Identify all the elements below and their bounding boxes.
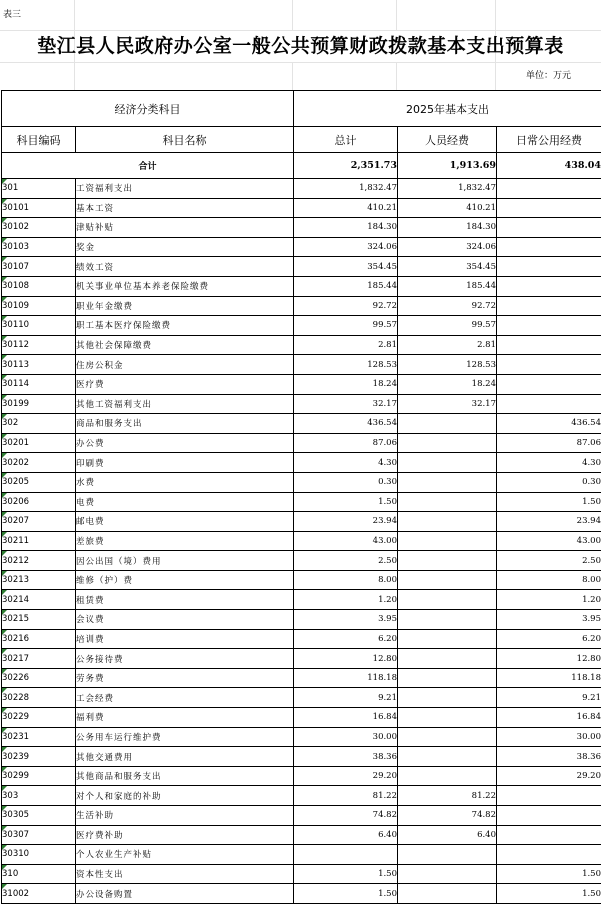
total-cell[interactable]: 1.50 [294, 864, 398, 884]
cell-marker-icon [2, 806, 7, 811]
code-cell[interactable]: 30239 [2, 747, 76, 767]
table-row [2, 806, 601, 826]
total-cell[interactable]: 12.80 [294, 649, 398, 669]
name-cell[interactable]: 其他社会保障缴费 [76, 335, 294, 355]
table-row [2, 198, 601, 218]
total-cell[interactable]: 185.44 [294, 276, 398, 296]
public-cell[interactable]: 3.95 [497, 610, 601, 630]
code-cell[interactable]: 302 [2, 414, 76, 434]
table-row [2, 590, 601, 610]
total-cell[interactable]: 16.84 [294, 708, 398, 728]
total-cell[interactable]: 23.94 [294, 512, 398, 532]
name-cell[interactable]: 职业年金缴费 [76, 296, 294, 316]
public-cell[interactable] [497, 276, 601, 296]
code-cell[interactable]: 30202 [2, 453, 76, 473]
total-cell[interactable]: 43.00 [294, 531, 398, 551]
table-row [2, 727, 601, 747]
table-row [2, 668, 601, 688]
public-cell[interactable]: 12.80 [497, 649, 601, 669]
name-cell[interactable]: 福利费 [76, 708, 294, 728]
code-cell[interactable]: 30216 [2, 629, 76, 649]
cell-marker-icon [2, 493, 7, 498]
table-row [2, 845, 601, 865]
public-cell[interactable]: 8.00 [497, 570, 601, 590]
public-cell[interactable] [497, 786, 601, 806]
total-cell[interactable]: 8.00 [294, 570, 398, 590]
name-cell[interactable]: 基本工资 [76, 198, 294, 218]
total-cell[interactable]: 1.50 [294, 884, 398, 904]
personnel-cell[interactable]: 18.24 [398, 374, 497, 394]
personnel-cell[interactable] [398, 629, 497, 649]
public-cell[interactable]: 6.20 [497, 629, 601, 649]
name-cell[interactable]: 邮电费 [76, 512, 294, 532]
table-row [2, 355, 601, 375]
name-cell[interactable]: 电费 [76, 492, 294, 512]
table-row [2, 179, 601, 199]
total-cell[interactable]: 92.72 [294, 296, 398, 316]
name-cell[interactable]: 租赁费 [76, 590, 294, 610]
table-body [2, 179, 601, 904]
personnel-cell[interactable]: 324.06 [398, 237, 497, 257]
code-cell[interactable]: 30226 [2, 668, 76, 688]
total-row [2, 153, 601, 179]
personnel-cell[interactable]: 410.21 [398, 198, 497, 218]
table-row [2, 492, 601, 512]
name-cell[interactable]: 会议费 [76, 610, 294, 630]
table-row [2, 414, 601, 434]
cell-marker-icon [2, 316, 7, 321]
cell-marker-icon [2, 257, 7, 262]
name-cell[interactable]: 水费 [76, 472, 294, 492]
personnel-cell[interactable] [398, 590, 497, 610]
total-cell[interactable]: 30.00 [294, 727, 398, 747]
code-cell[interactable]: 30231 [2, 727, 76, 747]
code-cell[interactable]: 30305 [2, 806, 76, 826]
cell-marker-icon [2, 728, 7, 733]
header-public: 日常公用经费 [497, 127, 601, 153]
public-cell[interactable]: 1.50 [497, 864, 601, 884]
total-cell[interactable]: 4.30 [294, 453, 398, 473]
total-cell[interactable]: 3.95 [294, 610, 398, 630]
personnel-cell[interactable] [398, 492, 497, 512]
table-row [2, 551, 601, 571]
personnel-cell[interactable]: 74.82 [398, 806, 497, 826]
name-cell[interactable]: 住房公积金 [76, 355, 294, 375]
code-cell[interactable]: 30109 [2, 296, 76, 316]
name-cell[interactable]: 培训费 [76, 629, 294, 649]
table-row [2, 708, 601, 728]
table-row [2, 237, 601, 257]
code-cell[interactable]: 30103 [2, 237, 76, 257]
code-cell[interactable]: 30307 [2, 825, 76, 845]
header-personnel: 人员经费 [398, 127, 497, 153]
sheet-header-row [0, 0, 601, 31]
table-row [2, 786, 601, 806]
code-cell[interactable]: 30214 [2, 590, 76, 610]
name-cell[interactable]: 绩效工资 [76, 257, 294, 277]
public-cell[interactable] [497, 825, 601, 845]
code-cell[interactable]: 303 [2, 786, 76, 806]
public-cell[interactable]: 1.20 [497, 590, 601, 610]
code-cell[interactable]: 30201 [2, 433, 76, 453]
cell-marker-icon [2, 434, 7, 439]
total-cell[interactable]: 1,832.47 [294, 179, 398, 199]
personnel-cell[interactable]: 2.81 [398, 335, 497, 355]
name-cell[interactable]: 生活补助 [76, 806, 294, 826]
table-row [2, 472, 601, 492]
name-cell[interactable]: 办公设备购置 [76, 884, 294, 904]
table-row [2, 296, 601, 316]
name-cell[interactable]: 资本性支出 [76, 864, 294, 884]
code-cell[interactable]: 30108 [2, 276, 76, 296]
cell-marker-icon [2, 571, 7, 576]
personnel-cell[interactable] [398, 845, 497, 865]
public-cell[interactable]: 87.06 [497, 433, 601, 453]
public-cell[interactable]: 43.00 [497, 531, 601, 551]
total-public: 438.04 [497, 153, 601, 179]
personnel-cell[interactable]: 184.30 [398, 218, 497, 238]
total-cell[interactable]: 184.30 [294, 218, 398, 238]
name-cell[interactable]: 职工基本医疗保险缴费 [76, 316, 294, 336]
cell-marker-icon [2, 669, 7, 674]
personnel-cell[interactable]: 6.40 [398, 825, 497, 845]
header-name: 科目名称 [76, 127, 294, 153]
name-cell[interactable]: 商品和服务支出 [76, 414, 294, 434]
table-row [2, 884, 601, 904]
personnel-cell[interactable]: 32.17 [398, 394, 497, 414]
table-row [2, 374, 601, 394]
public-cell[interactable] [497, 296, 601, 316]
grid-line [292, 62, 293, 90]
public-cell[interactable] [497, 374, 601, 394]
public-cell[interactable] [497, 806, 601, 826]
total-cell[interactable]: 2.81 [294, 335, 398, 355]
name-cell[interactable]: 差旅费 [76, 531, 294, 551]
cell-marker-icon [2, 512, 7, 517]
total-cell[interactable]: 6.20 [294, 629, 398, 649]
table-row [2, 433, 601, 453]
personnel-cell[interactable]: 1,832.47 [398, 179, 497, 199]
personnel-cell[interactable] [398, 512, 497, 532]
grid-line [396, 0, 397, 30]
code-cell[interactable]: 30112 [2, 335, 76, 355]
code-cell[interactable]: 30205 [2, 472, 76, 492]
name-cell[interactable]: 奖金 [76, 237, 294, 257]
cell-marker-icon [2, 630, 7, 635]
personnel-cell[interactable]: 354.45 [398, 257, 497, 277]
table-row [2, 531, 601, 551]
cell-marker-icon [2, 826, 7, 831]
unit-label: 单位：万元 [525, 71, 571, 81]
cell-marker-icon [2, 884, 7, 889]
personnel-cell[interactable] [398, 864, 497, 884]
code-cell[interactable]: 31002 [2, 884, 76, 904]
public-cell[interactable]: 4.30 [497, 453, 601, 473]
name-cell[interactable]: 机关事业单位基本养老保险缴费 [76, 276, 294, 296]
cell-marker-icon [2, 473, 7, 478]
name-cell[interactable]: 工资福利支出 [76, 179, 294, 199]
cell-marker-icon [2, 590, 7, 595]
code-cell[interactable]: 30228 [2, 688, 76, 708]
name-cell[interactable]: 办公费 [76, 433, 294, 453]
header-total: 总计 [294, 127, 398, 153]
name-cell[interactable]: 医疗费补助 [76, 825, 294, 845]
name-cell[interactable]: 津贴补贴 [76, 218, 294, 238]
total-cell[interactable]: 9.21 [294, 688, 398, 708]
personnel-cell[interactable] [398, 884, 497, 904]
personnel-cell[interactable]: 81.22 [398, 786, 497, 806]
grid-line [396, 62, 397, 90]
name-cell[interactable]: 其他工资福利支出 [76, 394, 294, 414]
public-cell[interactable]: 38.36 [497, 747, 601, 767]
name-cell[interactable]: 印刷费 [76, 453, 294, 473]
public-cell[interactable]: 1.50 [497, 884, 601, 904]
name-cell[interactable]: 维修（护）费 [76, 570, 294, 590]
table-row [2, 766, 601, 786]
table-row [2, 610, 601, 630]
name-cell[interactable]: 劳务费 [76, 668, 294, 688]
code-cell[interactable]: 30310 [2, 845, 76, 865]
public-cell[interactable] [497, 394, 601, 414]
name-cell[interactable]: 其他商品和服务支出 [76, 766, 294, 786]
name-cell[interactable]: 其他交通费用 [76, 747, 294, 767]
table-row [2, 570, 601, 590]
sheet-label: 表三 [3, 10, 22, 20]
public-cell[interactable]: 30.00 [497, 727, 601, 747]
total-cell[interactable]: 128.53 [294, 355, 398, 375]
code-cell[interactable]: 301 [2, 179, 76, 199]
budget-table [1, 90, 601, 904]
public-cell[interactable] [497, 218, 601, 238]
name-cell[interactable]: 工会经费 [76, 688, 294, 708]
cell-marker-icon [2, 179, 7, 184]
total-cell[interactable]: 118.18 [294, 668, 398, 688]
name-cell[interactable]: 医疗费 [76, 374, 294, 394]
code-cell[interactable]: 30101 [2, 198, 76, 218]
name-cell[interactable]: 公务用车运行维护费 [76, 727, 294, 747]
cell-marker-icon [2, 297, 7, 302]
cell-marker-icon [2, 199, 7, 204]
table-row [2, 747, 601, 767]
header-code: 科目编码 [2, 127, 76, 153]
public-cell[interactable] [497, 257, 601, 277]
cell-marker-icon [2, 688, 7, 693]
cell-marker-icon [2, 786, 7, 791]
name-cell[interactable]: 因公出国（境）费用 [76, 551, 294, 571]
table-row [2, 649, 601, 669]
table-row [2, 257, 601, 277]
cell-marker-icon [2, 238, 7, 243]
total-cell[interactable] [294, 845, 398, 865]
total-cell[interactable]: 1.20 [294, 590, 398, 610]
cell-marker-icon [2, 865, 7, 870]
code-cell[interactable]: 30102 [2, 218, 76, 238]
table-row [2, 825, 601, 845]
name-cell[interactable]: 个人农业生产补贴 [76, 845, 294, 865]
cell-marker-icon [2, 767, 7, 772]
total-cell[interactable]: 436.54 [294, 414, 398, 434]
personnel-cell[interactable] [398, 649, 497, 669]
code-cell[interactable]: 30213 [2, 570, 76, 590]
total-cell[interactable]: 324.06 [294, 237, 398, 257]
personnel-cell[interactable] [398, 453, 497, 473]
cell-marker-icon [2, 551, 7, 556]
total-label: 合计 [2, 153, 294, 179]
name-cell[interactable]: 公务接待费 [76, 649, 294, 669]
total-cell[interactable]: 354.45 [294, 257, 398, 277]
table-row [2, 629, 601, 649]
total-personnel: 1,913.69 [398, 153, 497, 179]
personnel-cell[interactable]: 185.44 [398, 276, 497, 296]
name-cell[interactable]: 对个人和家庭的补助 [76, 786, 294, 806]
cell-marker-icon [2, 708, 7, 713]
table-row [2, 316, 601, 336]
total-cell[interactable]: 32.17 [294, 394, 398, 414]
code-cell[interactable]: 310 [2, 864, 76, 884]
total-cell[interactable]: 2.50 [294, 551, 398, 571]
total-cell[interactable]: 6.40 [294, 825, 398, 845]
code-cell[interactable]: 30299 [2, 766, 76, 786]
code-cell[interactable]: 30199 [2, 394, 76, 414]
total-cell[interactable]: 74.82 [294, 806, 398, 826]
personnel-cell[interactable] [398, 747, 497, 767]
table-row [2, 864, 601, 884]
personnel-cell[interactable] [398, 433, 497, 453]
personnel-cell[interactable] [398, 688, 497, 708]
total-cell[interactable]: 81.22 [294, 786, 398, 806]
cell-marker-icon [2, 375, 7, 380]
cell-marker-icon [2, 747, 7, 752]
public-cell[interactable]: 29.20 [497, 766, 601, 786]
cell-marker-icon [2, 414, 7, 419]
personnel-cell[interactable]: 92.72 [398, 296, 497, 316]
cell-marker-icon [2, 355, 7, 360]
public-cell[interactable] [497, 845, 601, 865]
code-cell[interactable]: 30206 [2, 492, 76, 512]
table-row [2, 453, 601, 473]
total-total: 2,351.73 [294, 153, 398, 179]
code-cell[interactable]: 30229 [2, 708, 76, 728]
personnel-cell[interactable]: 99.57 [398, 316, 497, 336]
code-cell[interactable]: 30207 [2, 512, 76, 532]
total-cell[interactable]: 1.50 [294, 492, 398, 512]
personnel-cell[interactable] [398, 551, 497, 571]
public-cell[interactable]: 436.54 [497, 414, 601, 434]
cell-marker-icon [2, 218, 7, 223]
personnel-cell[interactable] [398, 531, 497, 551]
cell-marker-icon [2, 395, 7, 400]
total-cell[interactable]: 38.36 [294, 747, 398, 767]
code-cell[interactable]: 30211 [2, 531, 76, 551]
personnel-cell[interactable] [398, 727, 497, 747]
cell-marker-icon [2, 610, 7, 615]
total-cell[interactable]: 0.30 [294, 472, 398, 492]
grid-line [0, 62, 601, 63]
code-cell[interactable]: 30110 [2, 316, 76, 336]
public-cell[interactable] [497, 316, 601, 336]
total-cell[interactable]: 18.24 [294, 374, 398, 394]
public-cell[interactable]: 16.84 [497, 708, 601, 728]
public-cell[interactable]: 23.94 [497, 512, 601, 532]
public-cell[interactable] [497, 335, 601, 355]
grid-line [292, 0, 293, 30]
cell-marker-icon [2, 453, 7, 458]
code-cell[interactable]: 30113 [2, 355, 76, 375]
personnel-cell[interactable]: 128.53 [398, 355, 497, 375]
total-cell[interactable]: 410.21 [294, 198, 398, 218]
public-cell[interactable]: 0.30 [497, 472, 601, 492]
total-cell[interactable]: 29.20 [294, 766, 398, 786]
cell-marker-icon [2, 845, 7, 850]
code-cell[interactable]: 30217 [2, 649, 76, 669]
public-cell[interactable] [497, 237, 601, 257]
code-cell[interactable]: 30107 [2, 257, 76, 277]
table-row [2, 688, 601, 708]
cell-marker-icon [2, 532, 7, 537]
personnel-cell[interactable] [398, 668, 497, 688]
public-cell[interactable]: 118.18 [497, 668, 601, 688]
total-cell[interactable]: 99.57 [294, 316, 398, 336]
personnel-cell[interactable] [398, 610, 497, 630]
personnel-cell[interactable] [398, 766, 497, 786]
cell-marker-icon [2, 649, 7, 654]
personnel-cell[interactable] [398, 472, 497, 492]
cell-marker-icon [2, 277, 7, 282]
public-cell[interactable] [497, 198, 601, 218]
table-row [2, 276, 601, 296]
personnel-cell[interactable] [398, 570, 497, 590]
personnel-cell[interactable] [398, 708, 497, 728]
personnel-cell[interactable] [398, 414, 497, 434]
public-cell[interactable]: 2.50 [497, 551, 601, 571]
table-row [2, 335, 601, 355]
code-cell[interactable]: 30215 [2, 610, 76, 630]
header-economic-classification: 经济分类科目 [2, 91, 294, 127]
header-basic-expenditure: 2025年基本支出 [294, 91, 601, 127]
total-cell[interactable]: 87.06 [294, 433, 398, 453]
public-cell[interactable] [497, 179, 601, 199]
public-cell[interactable] [497, 355, 601, 375]
public-cell[interactable]: 1.50 [497, 492, 601, 512]
code-cell[interactable]: 30212 [2, 551, 76, 571]
page-title: 垫江县人民政府办公室一般公共预算财政拨款基本支出预算表 [37, 35, 564, 57]
table-row [2, 218, 601, 238]
code-cell[interactable]: 30114 [2, 374, 76, 394]
public-cell[interactable]: 9.21 [497, 688, 601, 708]
cell-marker-icon [2, 336, 7, 341]
table-row [2, 512, 601, 532]
table-row [2, 394, 601, 414]
